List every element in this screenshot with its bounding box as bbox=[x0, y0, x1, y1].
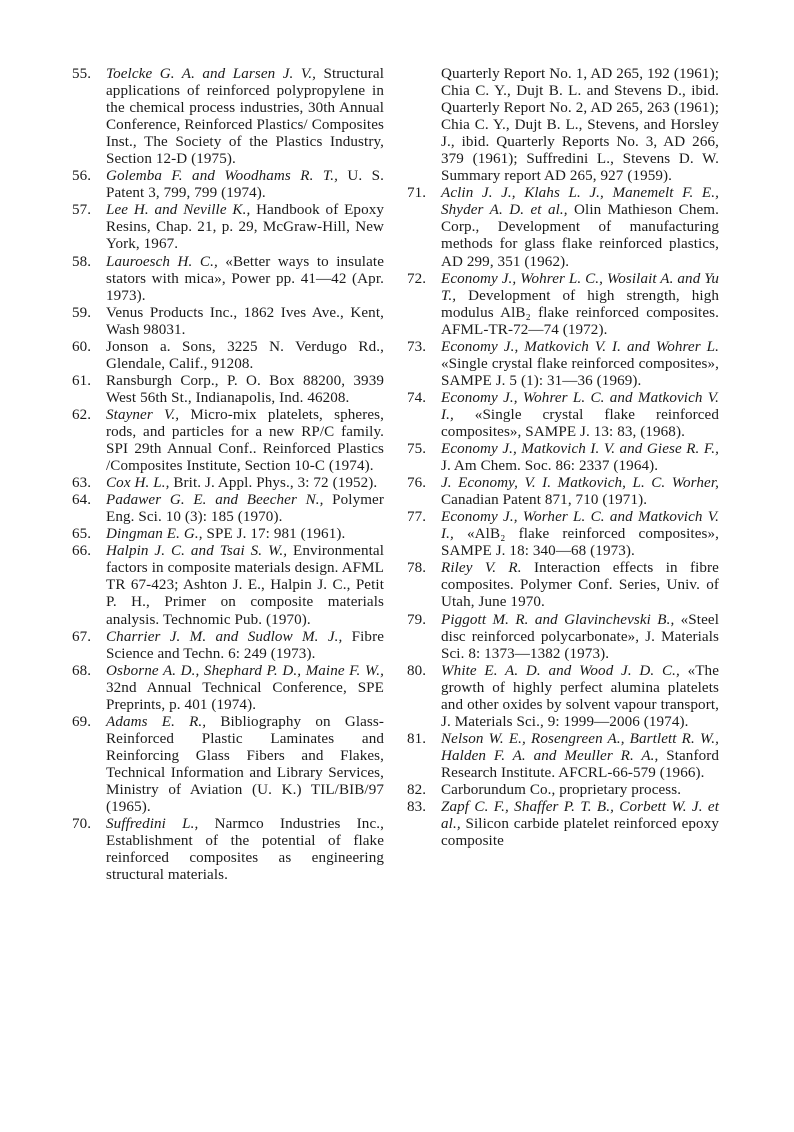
reference-entry bbox=[72, 816, 384, 884]
reference-text: SPE J. 17: 981 (1961). bbox=[202, 526, 346, 543]
reference-text: «Steel disc reinforced polycarbonate», J. Materials Sci. 8: 1373—1382 (1973). bbox=[441, 611, 719, 662]
reference-text: «The growth of highly perfect alumina platelets and other oxides by solvent vapour transport, J. Materials Sci., 9: 1999—2006 (1974). bbox=[441, 662, 719, 730]
reference-number: 77. bbox=[407, 509, 427, 526]
reference-entry bbox=[72, 492, 384, 526]
reference-authors: White E. A. D. and Wood J. D. C., bbox=[441, 662, 680, 679]
reference-text: Olin Mathieson Chem. Corp., Development of manufacturing methods for glass flake reinforced plastics, AD 299, 351 (1962). bbox=[441, 202, 719, 270]
reference-number: 71. bbox=[407, 185, 427, 202]
reference-number: 66. bbox=[72, 543, 92, 560]
reference-entry bbox=[407, 475, 719, 509]
reference-authors: Nelson W. E., Rosengreen A., Bartlett R. W., Halden F. A. and Meuller R. A., bbox=[441, 730, 719, 764]
references-right-column bbox=[407, 66, 719, 850]
reference-number: 74. bbox=[407, 389, 427, 406]
reference-text: Narmco Industries Inc., Establishment of the potential of flake reinforced composites as engineering structural materials. bbox=[106, 816, 384, 884]
reference-text: Silicon carbide platelet reinforced epoxy composite bbox=[441, 816, 719, 850]
reference-text: Fibre Science and Techn. 6: 249 (1973). bbox=[106, 628, 384, 662]
reference-authors: Suffredini L., bbox=[106, 816, 199, 833]
reference-number: 60. bbox=[72, 338, 92, 355]
reference-entry bbox=[407, 612, 719, 663]
reference-authors: Charrier J. M. and Sudlow M. J., bbox=[106, 628, 343, 645]
reference-number: 65. bbox=[72, 526, 92, 543]
reference-entry bbox=[72, 714, 384, 816]
reference-number: 59. bbox=[72, 304, 92, 321]
reference-text: Micro-mix platelets, spheres, rods, and particles for a new RP/C family. SPI 29th Annual Conf.. Reinforced Plastics /Composites Institute, Section 10-C (1974). bbox=[106, 406, 384, 475]
reference-number: 82. bbox=[407, 781, 427, 798]
reference-number: 76. bbox=[407, 475, 427, 492]
reference-authors: Piggott M. R. and Glavinchevski B., bbox=[441, 611, 675, 628]
reference-entry bbox=[407, 731, 719, 782]
reference-entry bbox=[72, 663, 384, 714]
reference-authors: Toelcke G. A. and Larsen J. V., bbox=[106, 66, 317, 82]
reference-number: 70. bbox=[72, 816, 92, 833]
reference-text: Bibliography on Glass-Reinforced Plastic Laminates and Reinforcing Glass Fibers and Flakes, Technical Information and Library Services, Ministry of Aviation (U. K.) TIL/BIB/97 (1965). bbox=[106, 713, 384, 816]
reference-text: «AlB₂ flake reinforced composites», SAMPE J. 18: 340—68 (1973). bbox=[441, 526, 719, 560]
reference-number: 79. bbox=[407, 611, 427, 628]
reference-entry bbox=[72, 254, 384, 305]
reference-text: Interaction effects in fibre composites. Polymer Conf. Series, Univ. of Utah, June 1970. bbox=[441, 560, 719, 611]
reference-number: 67. bbox=[72, 628, 92, 645]
reference-entry bbox=[407, 66, 719, 185]
reference-number: 63. bbox=[72, 475, 92, 492]
reference-entry bbox=[72, 305, 384, 339]
reference-number: 61. bbox=[72, 372, 92, 389]
reference-entry bbox=[407, 799, 719, 850]
reference-entry bbox=[72, 168, 384, 202]
reference-entry bbox=[407, 509, 719, 560]
reference-number: 55. bbox=[72, 66, 92, 82]
reference-authors: Economy J., Wohrer L. C. and Matkovich V. I., bbox=[441, 389, 719, 423]
reference-number: 69. bbox=[72, 713, 92, 730]
reference-text: «Single crystal flake reinforced composites», SAMPE J. 5 (1): 31—36 (1969). bbox=[441, 355, 719, 389]
reference-text: Development of high strength, high modulus AlB₂ flake reinforced composites. AFML-TR-72—74 (1972). bbox=[441, 287, 719, 338]
reference-authors: Padawer G. E. and Beecher N., bbox=[106, 492, 324, 509]
reference-number: 57. bbox=[72, 202, 92, 219]
reference-entry bbox=[72, 629, 384, 663]
reference-text: Structural applications of reinforced polypropylene in the chemical process industries, 30th Annual Conference, Reinforced Plastics/ Composites Inst., The Society of the Plastics Industry, Section 12-D (1975). bbox=[106, 66, 384, 168]
reference-entry bbox=[72, 373, 384, 407]
reference-authors: J. Economy, V. I. Matkovich, L. C. Worher, bbox=[441, 475, 719, 492]
reference-text: U. S. Patent 3, 799, 799 (1974). bbox=[106, 168, 384, 202]
reference-entry bbox=[72, 202, 384, 253]
reference-number: 62. bbox=[72, 406, 92, 423]
reference-entry bbox=[72, 543, 384, 628]
reference-authors: Dingman E. G., bbox=[106, 526, 203, 543]
reference-text: Environmental factors in composite materials design. AFML TR 67-423; Ashton J. E., Halpin J. C., Petit P. H., Primer on composite materials analysis. Technomic Pub. (1970). bbox=[106, 543, 385, 628]
reference-authors: Golemba F. and Woodhams R. T., bbox=[106, 168, 338, 185]
reference-text: Brit. J. Appl. Phys., 3: 72 (1952). bbox=[169, 475, 378, 492]
reference-entry bbox=[407, 560, 719, 611]
references-left-column bbox=[72, 66, 384, 884]
reference-number: 72. bbox=[407, 270, 427, 287]
reference-entry bbox=[407, 782, 719, 799]
reference-text: Carborundum Co., proprietary process. bbox=[441, 781, 682, 798]
reference-entry bbox=[407, 390, 719, 441]
reference-text: Jonson a. Sons, 3225 N. Verdugo Rd., Glendale, Calif., 91208. bbox=[106, 338, 384, 372]
reference-text: 32nd Annual Technical Conference, SPE Preprints, p. 401 (1974). bbox=[106, 679, 384, 713]
reference-text: Handbook of Epoxy Resins, Chap. 21, p. 29, McGraw-Hill, New York, 1967. bbox=[106, 202, 385, 253]
reference-authors: Aclin J. J., Klahs L. J., Manemelt F. E., Shyder A. D. et al., bbox=[441, 185, 719, 219]
reference-number: 80. bbox=[407, 662, 427, 679]
reference-text: Stanford Research Institute. AFCRL-66-579 (1966). bbox=[441, 747, 720, 781]
reference-text: Canadian Patent 871, 710 (1971). bbox=[441, 492, 648, 509]
reference-number: 75. bbox=[407, 441, 427, 458]
reference-number: 68. bbox=[72, 662, 92, 679]
reference-number: 58. bbox=[72, 253, 92, 270]
reference-authors: Adams E. R., bbox=[106, 713, 207, 730]
reference-text: Quarterly Report No. 1, AD 265, 192 (1961); Chia C. Y., Dujt B. L. and Stevens D., ibid. Quarterly Report No. 2, AD 265, 263 (1961); Chia C. Y., Dujt B. L., Stevens, and Horsley J., ibid. Quarterly Reports No. 3, AD 266, 379 (1961); Suffredini L., Stevens D. W. Summary report AD 265, 927 (1959). bbox=[441, 66, 719, 185]
reference-text: «Better ways to insulate stators with mica», Power pp. 41—42 (Apr. 1973). bbox=[106, 253, 384, 304]
reference-authors: Economy J., Worher L. C. and Matkovich V. I., bbox=[441, 509, 719, 543]
reference-text: J. Am Chem. Soc. 86: 2337 (1964). bbox=[441, 458, 659, 475]
reference-text: «Single crystal flake reinforced composites», SAMPE J. 13: 83, (1968). bbox=[441, 406, 719, 440]
reference-entry bbox=[407, 441, 719, 475]
reference-entry bbox=[72, 407, 384, 475]
reference-authors: Lauroesch H. C., bbox=[106, 253, 218, 270]
reference-entry bbox=[407, 271, 719, 339]
reference-authors: Zapf C. F., Shaffer P. T. B., Corbett W. J. et al., bbox=[441, 799, 719, 833]
reference-authors: Economy J., Wohrer L. C., Wosilait A. and Yu T., bbox=[441, 270, 719, 304]
reference-authors: Stayner V., bbox=[106, 406, 180, 423]
reference-text: Ransburgh Corp., P. O. Box 88200, 3939 West 56th St., Indianapolis, Ind. 46208. bbox=[106, 372, 384, 406]
reference-number: 73. bbox=[407, 338, 427, 355]
reference-number: 78. bbox=[407, 560, 427, 577]
reference-authors: Halpin J. C. and Tsai S. W., bbox=[106, 543, 288, 560]
reference-entry bbox=[72, 526, 384, 543]
reference-text: Polymer Eng. Sci. 10 (3): 185 (1970). bbox=[106, 492, 384, 526]
reference-entry bbox=[72, 339, 384, 373]
reference-entry bbox=[407, 663, 719, 731]
reference-authors: Osborne A. D., Shephard P. D., Maine F. W., bbox=[106, 662, 384, 679]
reference-authors: Economy J., Matkovich V. I. and Wohrer L. bbox=[441, 338, 719, 355]
reference-entry bbox=[407, 185, 719, 270]
reference-text: Venus Products Inc., 1862 Ives Ave., Kent, Wash 98031. bbox=[106, 304, 384, 338]
reference-entry bbox=[72, 66, 384, 168]
reference-number: 83. bbox=[407, 799, 427, 816]
reference-number: 56. bbox=[72, 168, 92, 185]
reference-authors: Cox H. L., bbox=[106, 475, 170, 492]
reference-number: 81. bbox=[407, 730, 427, 747]
reference-authors: Lee H. and Neville K., bbox=[106, 202, 251, 219]
reference-number: 64. bbox=[72, 492, 92, 509]
reference-entry bbox=[407, 339, 719, 390]
reference-authors: Riley V. R. bbox=[441, 560, 522, 577]
reference-authors: Economy J., Matkovich I. V. and Giese R. F., bbox=[441, 441, 719, 458]
reference-entry bbox=[72, 475, 384, 492]
